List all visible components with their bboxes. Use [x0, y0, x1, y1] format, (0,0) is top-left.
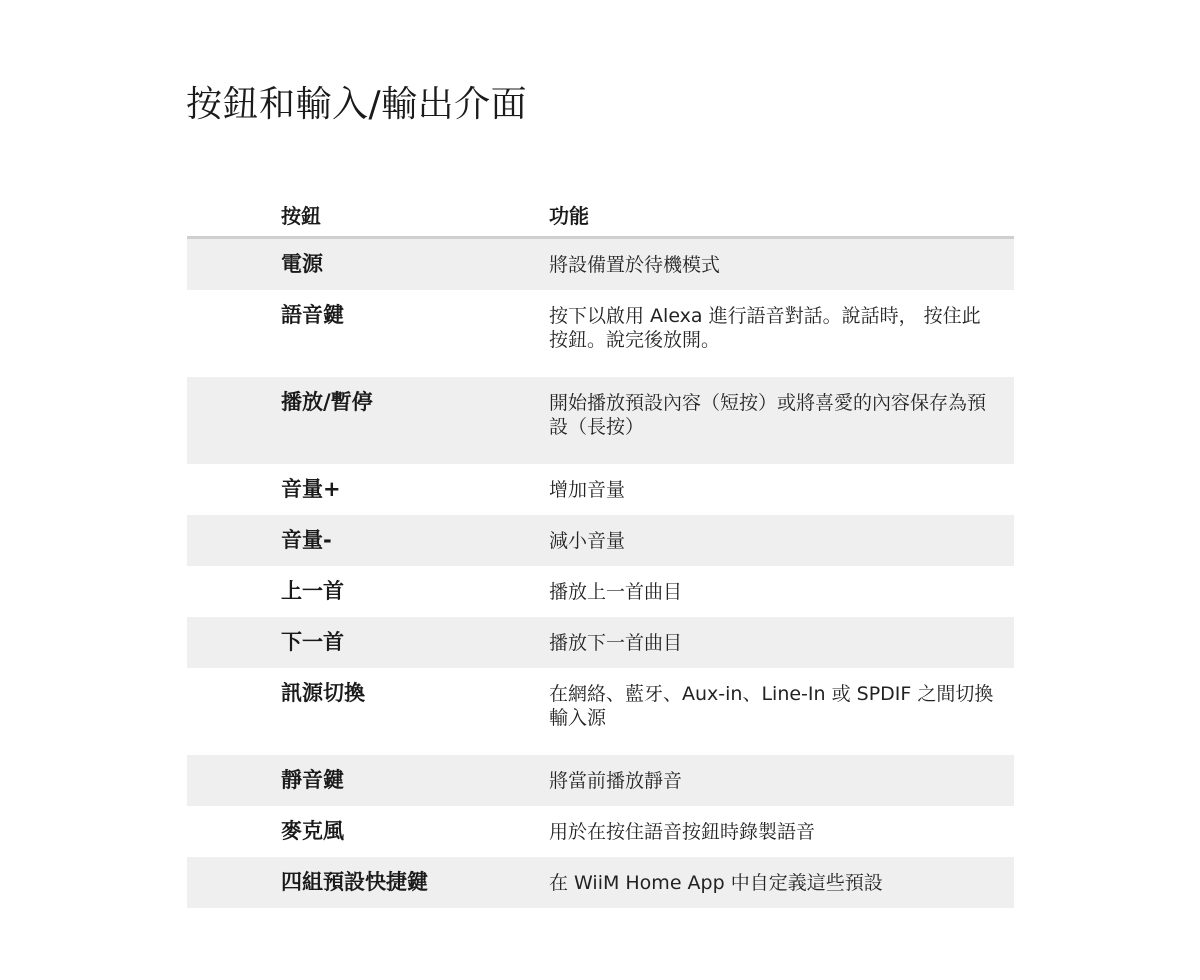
- row-function-text: 播放上一首曲目: [549, 581, 683, 603]
- row-button-label: 下一首: [281, 630, 344, 654]
- table-row: [187, 857, 1014, 908]
- table-row: [187, 290, 1014, 377]
- row-function-text: 在 WiiM Home App 中自定義這些預設: [549, 872, 883, 894]
- row-function-text: 減小音量: [549, 530, 626, 552]
- table-row: [187, 806, 1014, 857]
- row-button-label: 上一首: [281, 579, 344, 603]
- table-row: [187, 515, 1014, 566]
- table-row: [187, 464, 1014, 515]
- row-function-text: 在網絡、藍牙、Aux-in、Line-In 或 SPDIF 之間切換輸入源: [549, 683, 994, 729]
- row-function-text: 按下以啟用 Alexa 進行語音對話。說話時， 按住此按鈕。說完後放開。: [549, 305, 981, 351]
- table-header: [187, 193, 1014, 239]
- row-function-text: 增加音量: [549, 479, 626, 501]
- table-row: [187, 668, 1014, 755]
- row-button-label: 音量-: [281, 528, 332, 552]
- header-function: 功能: [549, 204, 589, 228]
- row-button-label: 電源: [281, 252, 323, 276]
- row-function-text: 將當前播放靜音: [549, 770, 683, 792]
- row-button-label: 靜音鍵: [281, 768, 344, 792]
- table-row: [187, 566, 1014, 617]
- table-row: [187, 239, 1014, 290]
- row-button-label: 音量+: [281, 477, 341, 501]
- table-row: [187, 617, 1014, 668]
- row-button-label: 語音鍵: [281, 303, 344, 327]
- row-button-label: 播放/暫停: [281, 390, 373, 414]
- row-button-label: 麥克風: [281, 819, 344, 843]
- button-function-table: [187, 193, 1014, 908]
- table-row: [187, 377, 1014, 464]
- header-button: 按鈕: [281, 204, 321, 228]
- row-button-label: 訊源切換: [281, 681, 365, 705]
- row-function-text: 播放下一首曲目: [549, 632, 683, 654]
- row-button-label: 四組預設快捷鍵: [281, 870, 428, 894]
- table-row: [187, 755, 1014, 806]
- row-function-text: 開始播放預設內容（短按）或將喜愛的內容保存為預設（長按）: [549, 392, 987, 438]
- row-function-text: 用於在按住語音按鈕時錄製語音: [549, 821, 816, 843]
- row-function-text: 將設備置於待機模式: [549, 254, 721, 276]
- page-title: 按鈕和輸入/輸出介面: [186, 84, 528, 125]
